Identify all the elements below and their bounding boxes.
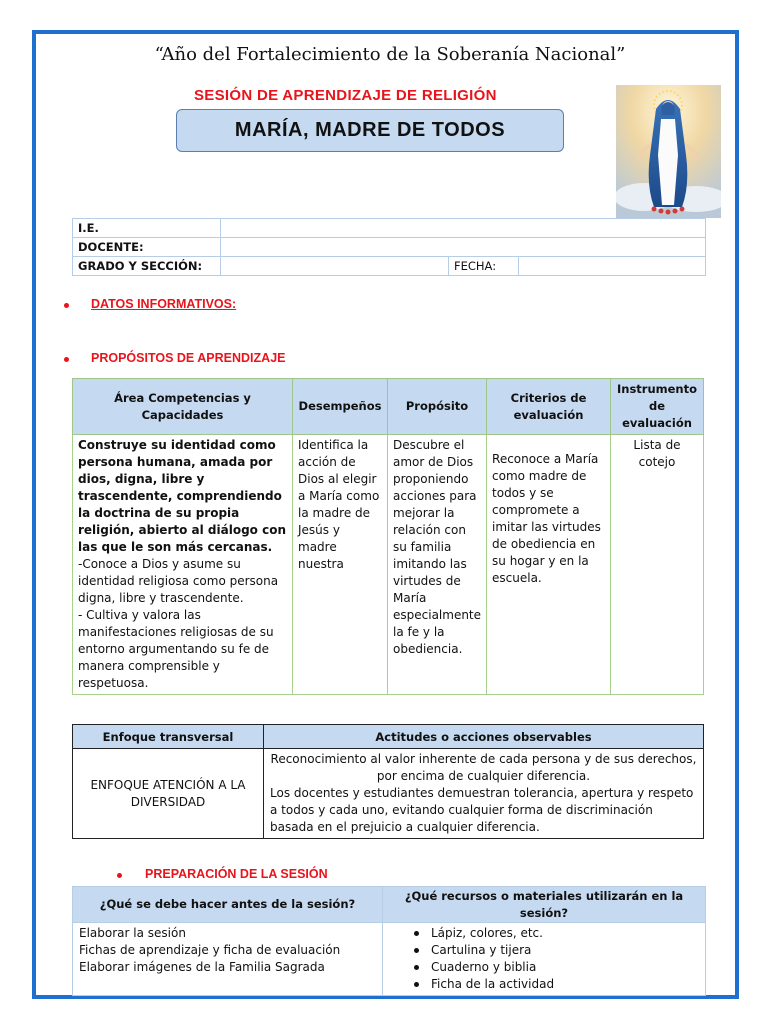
table-row: [73, 219, 706, 238]
competence-title: Construye su identidad como persona humana, amada por dios, digna, libre y trascendente, comprendiendo la doctrina de su propia religión, abierto al diálogo con las que le son más cercanas.: [78, 438, 286, 554]
capacity-item: -Conoce a Dios y asume su identidad religiosa como persona digna, libre y trascendente.: [78, 557, 279, 605]
header-enfoque: Enfoque transversal: [73, 725, 264, 749]
header-area: Área Competencias y Capacidades: [73, 379, 293, 435]
materials-cell: [383, 923, 706, 996]
table-row: [73, 238, 706, 257]
ie-label: I.E.: [73, 219, 221, 238]
bullet-icon: [117, 873, 122, 878]
enfoque-table: [72, 724, 704, 839]
header-desempenos: Desempeños: [293, 379, 388, 435]
capacity-item: - Cultiva y valora las manifestaciones religiosas de su entorno argumentando su fe de manera comprensible y respetuosa.: [78, 608, 274, 690]
desempenos-cell: Identifica la acción de Dios al elegir a María como la madre de Jesús y madre nuestra: [293, 435, 388, 695]
list-item: Lápiz, colores, etc.: [414, 925, 699, 942]
list-item: Fichas de aprendizaje y ficha de evaluación: [79, 943, 341, 957]
list-item: Ficha de la actividad: [414, 976, 699, 993]
header-actitudes: Actitudes o acciones observables: [264, 725, 704, 749]
enfoque-cell: ENFOQUE ATENCIÓN A LA DIVERSIDAD: [73, 749, 264, 839]
list-item: Elaborar imágenes de la Familia Sagrada: [79, 960, 325, 974]
session-title: MARÍA, MADRE DE TODOS: [234, 119, 506, 141]
list-item: Cartulina y tijera: [414, 942, 699, 959]
grado-field[interactable]: [221, 257, 449, 276]
list-item: Cuaderno y biblia: [414, 959, 699, 976]
purpose-table: [72, 378, 704, 695]
title-box: [176, 109, 564, 152]
datos-heading: DATOS INFORMATIVOS:: [91, 297, 237, 311]
grado-label: GRADO Y SECCIÓN:: [73, 257, 221, 276]
list-item: Elaborar la sesión: [79, 926, 186, 940]
table-header-row: [73, 725, 704, 749]
docente-field[interactable]: [221, 238, 706, 257]
instrumento-cell: Lista de cotejo: [611, 435, 704, 695]
competence-cell: [73, 435, 293, 695]
docente-label: DOCENTE:: [73, 238, 221, 257]
info-table: [72, 218, 706, 276]
table-header-row: [73, 379, 704, 435]
header-proposito: Propósito: [388, 379, 487, 435]
virgin-mary-image: [616, 85, 721, 218]
table-row: [73, 749, 704, 839]
table-row: [73, 257, 706, 276]
table-row: [73, 435, 704, 695]
session-label: SESIÓN DE APRENDIZAJE DE RELIGIÓN: [194, 87, 497, 104]
header-before: ¿Qué se debe hacer antes de la sesión?: [73, 887, 383, 923]
bullet-icon: [64, 357, 69, 362]
before-cell: [73, 923, 383, 996]
year-motto: “Año del Fortalecimiento de la Soberanía Nacional”: [154, 44, 626, 65]
header-instrumento: Instrumento de evaluación: [611, 379, 704, 435]
table-row: [73, 923, 706, 996]
ie-field[interactable]: [221, 219, 706, 238]
propositos-heading: PROPÓSITOS DE APRENDIZAJE: [91, 351, 286, 365]
bullet-icon: [64, 303, 69, 308]
actitud-text: Reconocimiento al valor inherente de cada persona y de sus derechos, por encima de cualquier diferencia.: [270, 752, 697, 783]
preparacion-heading: PREPARACIÓN DE LA SESIÓN: [145, 867, 328, 881]
header-criterios: Criterios de evaluación: [487, 379, 611, 435]
criterios-cell: Reconoce a María como madre de todos y se compromete a imitar las virtudes de obediencia en su hogar y en la escuela.: [487, 435, 611, 695]
fecha-label: FECHA:: [449, 257, 519, 276]
prep-table: [72, 886, 706, 996]
fecha-field[interactable]: [519, 257, 706, 276]
actitud-text: Los docentes y estudiantes demuestran tolerancia, apertura y respeto a todos y cada uno, evitando cualquier forma de discriminación basada en el prejuicio a cualquier diferencia.: [270, 786, 694, 834]
table-header-row: [73, 887, 706, 923]
header-materials: ¿Qué recursos o materiales utilizarán en la sesión?: [383, 887, 706, 923]
proposito-cell: Descubre el amor de Dios proponiendo acciones para mejorar la relación con su familia imitando las virtudes de María especialmente la fe y la obediencia.: [388, 435, 487, 695]
actitudes-cell: [264, 749, 704, 839]
